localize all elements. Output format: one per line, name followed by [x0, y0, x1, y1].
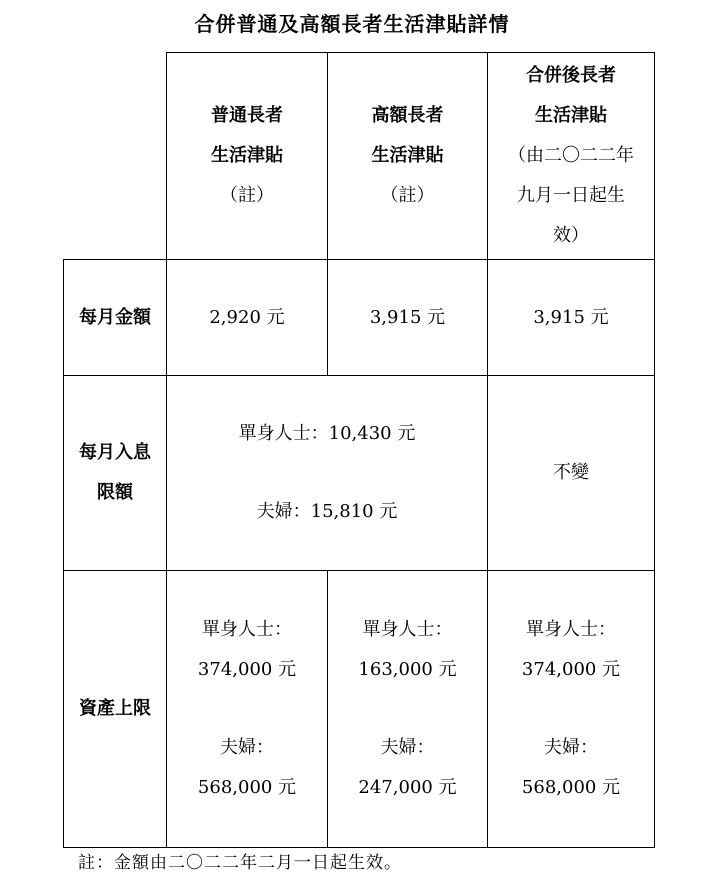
- row-label-income-limit: 每月入息 限額: [64, 376, 167, 571]
- income-limit-couple: 夫婦：15,810 元: [256, 501, 398, 522]
- header-combined-allowance: 合併後長者 生活津貼 （由二〇二二年 九月一日起生 效）: [488, 53, 655, 260]
- empty-corner-cell: [64, 53, 167, 260]
- row-label-asset-limit: 資產上限: [64, 571, 167, 848]
- monthly-amount-row: [64, 260, 655, 376]
- header-higher-allowance: 高額長者 生活津貼 （註）: [328, 53, 488, 260]
- row-label-monthly-amount: 每月金額: [64, 260, 167, 376]
- document-title: 合併普通及高額長者生活津貼詳情: [194, 12, 510, 36]
- header-normal-allowance: 普通長者 生活津貼 （註）: [167, 53, 328, 260]
- income-limit-single: 單身人士：10,430 元: [238, 423, 416, 444]
- allowance-table: [63, 52, 655, 848]
- asset-limit-combined: 單身人士： 374,000 元 夫婦： 568,000 元: [488, 571, 655, 848]
- monthly-amount-higher: 3,915 元: [328, 260, 488, 376]
- income-limit-row: [64, 376, 655, 571]
- footnote: 註：金額由二〇二二年二月一日起生效。: [78, 853, 402, 873]
- header-row: [64, 53, 655, 260]
- asset-limit-normal: 單身人士： 374,000 元 夫婦： 568,000 元: [167, 571, 328, 848]
- income-limit-combined: 不變: [488, 376, 655, 571]
- asset-limit-row: [64, 571, 655, 848]
- monthly-amount-combined: 3,915 元: [488, 260, 655, 376]
- monthly-amount-normal: 2,920 元: [167, 260, 328, 376]
- asset-limit-higher: 單身人士： 163,000 元 夫婦： 247,000 元: [328, 571, 488, 848]
- income-limit-merged: [167, 376, 488, 571]
